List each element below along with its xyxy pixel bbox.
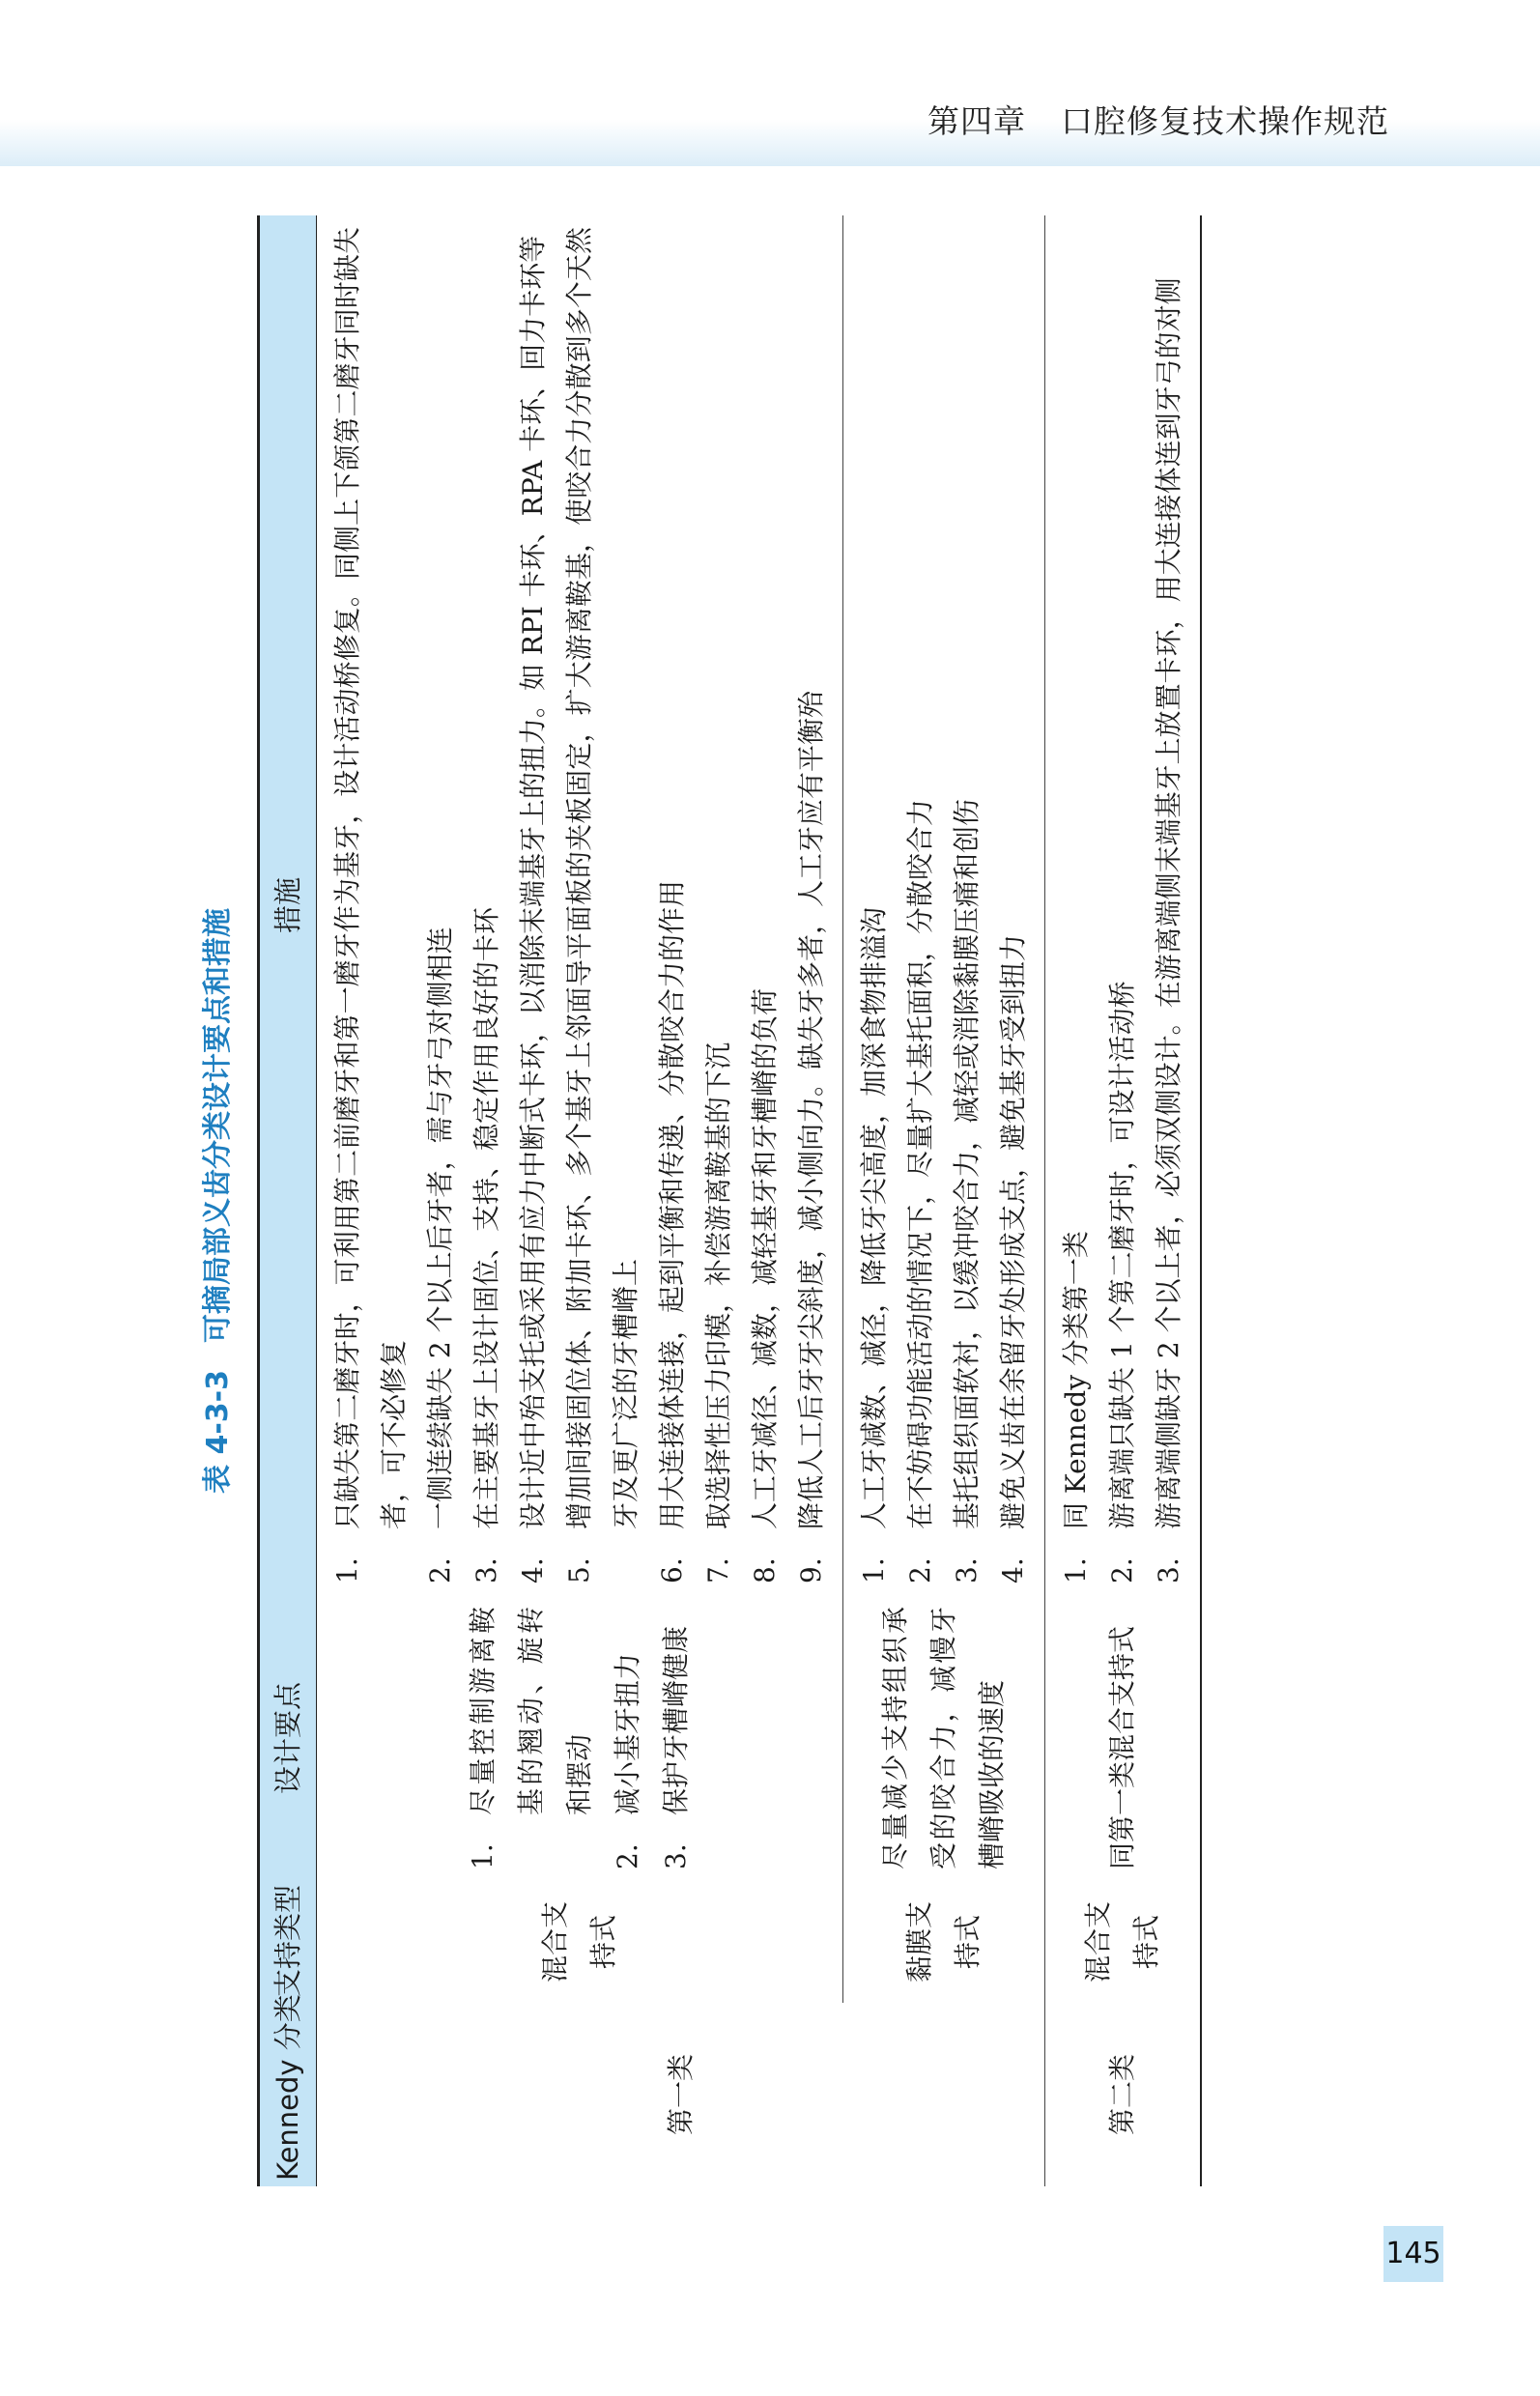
measure-item: 2. 一侧连续缺失 2 个以上后牙者，需与牙弓对侧相连 (424, 927, 456, 1583)
measure-item: 4. 设计近中殆支托或采用有应力中断式卡环，以消除末端基牙上的扭力。如 RPI 卡环、RPA 卡环、回力卡环等 (517, 235, 549, 1583)
support-cell: 混合支持式 (317, 1881, 843, 2003)
running-head (927, 97, 1507, 155)
header-measures: 措施 (259, 215, 317, 1595)
kennedy-cell: 第一类 (317, 2003, 1045, 2186)
table-caption (191, 215, 244, 2186)
measures-cell (317, 215, 843, 1595)
points-item: 1. 尽量控制游离鞍基的翘动、旋转和摆动 (467, 1607, 595, 1869)
measure-item: 3. 游离端侧缺牙 2 个以上者，必须双侧设计。在游离端侧末端基牙上放置卡环，用大连接体连到牙弓的对侧 (1153, 277, 1184, 1583)
table-caption-title: 可摘局部义齿分类设计要点和措施 (201, 908, 235, 1344)
points-cell: 同第一类混合支持式 (1045, 1595, 1202, 1881)
kennedy-cell: 第二类 (1045, 2003, 1202, 2186)
measure-item: 4. 避免义齿在余留牙处形成支点，避免基牙受到扭力 (997, 933, 1029, 1583)
support-cell: 混合支持式 (1045, 1881, 1202, 2003)
measure-item: 9. 降低人工后牙牙尖斜度，减小侧向力。缺失牙多者，人工牙应有平衡殆 (795, 690, 827, 1583)
points-cell (317, 1595, 843, 1881)
points-item: 2. 减小基牙扭力 (612, 1652, 643, 1869)
measure-item: 2. 在不妨碍功能活动的情况下，尽量扩大基托面积，分散咬合力 (904, 798, 936, 1583)
table-row (317, 215, 843, 2186)
design-measures-table (257, 215, 1202, 2186)
header-support: 支持类型 (259, 1881, 317, 2003)
measure-item: 1. 同 Kennedy 分类第一类 (1060, 1231, 1092, 1583)
chapter-label: 第四章 (927, 102, 1026, 140)
table-row (1045, 215, 1202, 2186)
measure-item: 6. 用大连接体连接，起到平衡和传递、分散咬合力的作用 (656, 879, 688, 1583)
header-points: 设计要点 (259, 1595, 317, 1881)
measure-item: 3. 在主要基牙上设计固位、支持、稳定作用良好的卡环 (471, 906, 502, 1583)
measure-item: 1. 人工牙减数、减径，降低牙尖高度，加深食物排溢沟 (858, 906, 890, 1583)
measures-cell (843, 215, 1045, 1595)
points-cell: 尽量减少支持组织承受的咬合力，减慢牙槽嵴吸收的速度 (843, 1595, 1045, 1881)
measure-item: 8. 人工牙减径、减数，减轻基牙和牙槽嵴的负荷 (749, 987, 781, 1583)
header-kennedy: Kennedy 分类 (259, 2003, 317, 2186)
rotated-table-area (191, 215, 1384, 2186)
table-caption-number: 表 4-3-3 (201, 1370, 235, 1494)
chapter-title: 口腔修复技术操作规范 (1061, 102, 1389, 140)
measure-item: 2. 游离端只缺失 1 个第二磨牙时，可设计活动桥 (1106, 981, 1138, 1583)
points-item: 3. 保护牙槽嵴健康 (660, 1625, 692, 1869)
measure-item: 1. 只缺失第二磨牙时，可利用第二前磨牙和第一磨牙作为基牙，设计活动桥修复。同侧上下颌第二磨牙同时缺失者，可不必修复 (331, 227, 410, 1583)
table-header-row (259, 215, 317, 2186)
measure-item: 7. 取选择性压力印模，补偿游离鞍基的下沉 (702, 1041, 734, 1583)
measures-cell (1045, 215, 1202, 1595)
table-row (843, 215, 1045, 2186)
support-cell: 黏膜支持式 (843, 1881, 1045, 2003)
measure-item: 5. 增加间接固位体、附加卡环、多个基牙上邻面导平面板的夹板固定，扩大游离鞍基，使咬合力分散到多个天然牙及更广泛的牙槽嵴上 (563, 227, 642, 1583)
measure-item: 3. 基托组织面软衬，以缓冲咬合力，减轻或消除黏膜压痛和创伤 (951, 798, 983, 1583)
page-number: 145 (1383, 2226, 1443, 2282)
